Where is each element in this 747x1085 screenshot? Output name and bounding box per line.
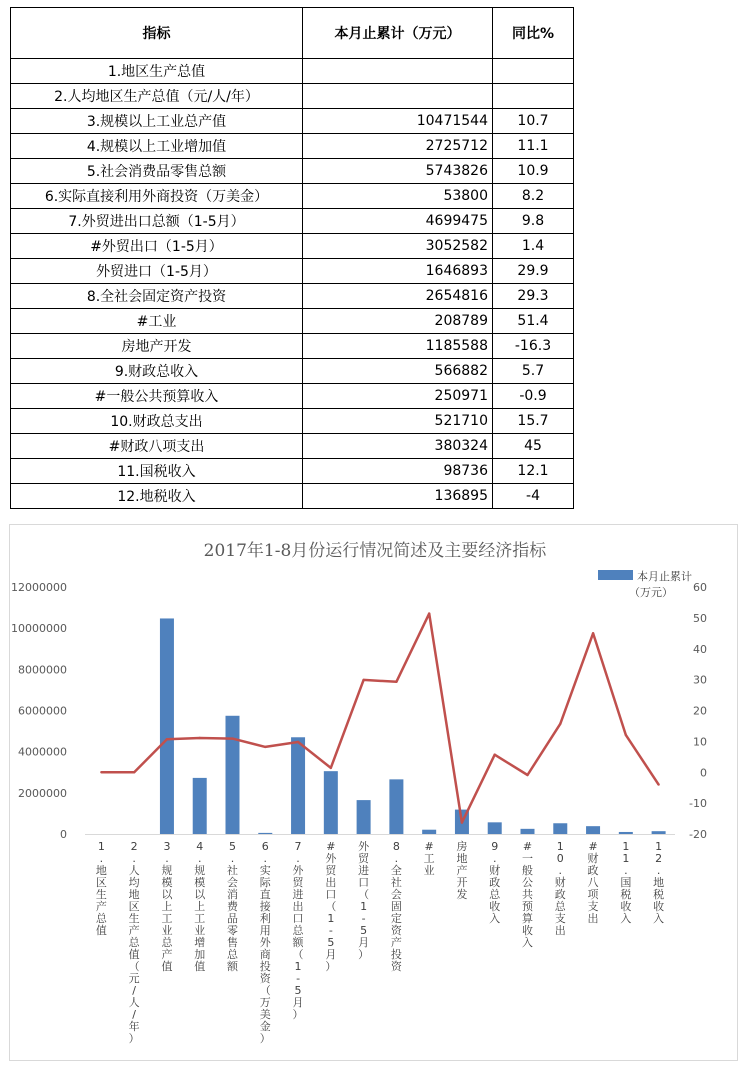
indicator-cell: 12.地税收入 — [11, 484, 303, 509]
x-category-label: 1 2 .地税收入 — [653, 840, 665, 925]
yoy-cell: -4 — [493, 484, 574, 509]
table-row — [11, 484, 574, 509]
yoy-point-6 — [264, 746, 266, 748]
yoy-point-4 — [199, 737, 201, 739]
y-right-tick-label: -10 — [689, 797, 707, 811]
table-row — [11, 234, 574, 259]
y-left-tick-label: 12000000 — [11, 581, 67, 594]
bar-18 — [652, 831, 666, 834]
table-row — [11, 384, 574, 409]
yoy-point-3 — [166, 738, 168, 740]
yoy-cell: 45 — [493, 434, 574, 459]
x-category-label: 9 .财政总收入 — [489, 840, 501, 925]
x-category-label: 3 .规模以上工业总产值 — [161, 840, 173, 973]
x-category-label: 房地产开发 — [456, 840, 468, 901]
indicator-cell: 7.外贸进出口总额（1-5月） — [11, 209, 303, 234]
table-row — [11, 459, 574, 484]
table-body — [11, 59, 574, 509]
y-left-tick-label: 10000000 — [11, 622, 67, 636]
legend-label-line1: 本月止累计 — [637, 570, 692, 583]
y-right-tick-label: 30 — [693, 673, 707, 687]
header-cumulative: 本月止累计（万元） — [303, 8, 493, 59]
table-row — [11, 259, 574, 284]
indicator-table — [10, 7, 574, 509]
y-right-tick-label: 60 — [693, 581, 707, 594]
indicator-cell: 4.规模以上工业增加值 — [11, 134, 303, 159]
header-yoy: 同比% — [493, 8, 574, 59]
yoy-cell: -16.3 — [493, 334, 574, 359]
indicator-cell: 3.规模以上工业总产值 — [11, 109, 303, 134]
bar-15 — [553, 823, 567, 834]
cumulative-cell: 1185588 — [303, 334, 493, 359]
x-category-label: #财政八项支出 — [587, 840, 599, 925]
yoy-point-5 — [231, 737, 233, 739]
header-indicator: 指标 — [11, 8, 303, 59]
table-row — [11, 209, 574, 234]
yoy-cell: 8.2 — [493, 184, 574, 209]
bar-3 — [160, 618, 174, 834]
yoy-point-17 — [625, 734, 627, 736]
cumulative-cell: 3052582 — [303, 234, 493, 259]
x-category-label: #一般公共预算收入 — [522, 840, 533, 949]
yoy-cell: 5.7 — [493, 359, 574, 384]
cumulative-cell: 521710 — [303, 409, 493, 434]
cumulative-cell: 98736 — [303, 459, 493, 484]
table-header-row — [11, 8, 574, 59]
yoy-point-2 — [133, 771, 135, 773]
yoy-point-7 — [297, 741, 299, 743]
table-row — [11, 84, 574, 109]
x-category-label: #工业 — [423, 840, 435, 877]
indicator-cell: 6.实际直接利用外商投资（万美金） — [11, 184, 303, 209]
x-category-label: #外贸出口（ 1 -5 月） — [325, 840, 337, 973]
indicator-cell: #工业 — [11, 309, 303, 334]
y-left-tick-label: 8000000 — [18, 663, 67, 677]
chart-svg — [10, 525, 737, 1060]
yoy-point-11 — [428, 612, 430, 614]
yoy-cell: 51.4 — [493, 309, 574, 334]
bar-9 — [357, 800, 371, 834]
y-left-tick-label: 2000000 — [18, 786, 67, 800]
yoy-point-18 — [657, 783, 659, 785]
cumulative-cell: 2725712 — [303, 134, 493, 159]
bar-5 — [226, 716, 240, 834]
indicator-cell: 5.社会消费品零售总额 — [11, 159, 303, 184]
cumulative-cell: 208789 — [303, 309, 493, 334]
yoy-cell: -0.9 — [493, 384, 574, 409]
combo-chart — [9, 524, 738, 1061]
yoy-point-13 — [494, 753, 496, 755]
table-row — [11, 134, 574, 159]
cumulative-cell: 53800 — [303, 184, 493, 209]
y-right-tick-label: 10 — [693, 735, 707, 749]
legend-label-line2: （万元） — [629, 586, 673, 599]
yoy-point-8 — [330, 767, 332, 769]
cumulative-cell: 380324 — [303, 434, 493, 459]
cumulative-cell: 1646893 — [303, 259, 493, 284]
x-category-label: 7 .外贸进出口总额（ 1 -5 月） — [292, 840, 304, 1021]
bar-10 — [389, 779, 403, 834]
x-category-label: 外贸进口（ 1 -5 月） — [358, 840, 370, 961]
y-right-tick-label: 0 — [700, 766, 707, 780]
cumulative-cell: 136895 — [303, 484, 493, 509]
yoy-cell: 9.8 — [493, 209, 574, 234]
indicator-cell: 11.国税收入 — [11, 459, 303, 484]
table-row — [11, 109, 574, 134]
yoy-point-12 — [461, 821, 463, 823]
yoy-cell: 15.7 — [493, 409, 574, 434]
yoy-point-10 — [395, 681, 397, 683]
table-row — [11, 334, 574, 359]
bar-16 — [586, 826, 600, 834]
bar-11 — [422, 830, 436, 834]
y-left-tick-label: 0 — [60, 828, 67, 841]
indicator-cell: 8.全社会固定资产投资 — [11, 284, 303, 309]
yoy-cell: 10.9 — [493, 159, 574, 184]
cumulative-cell: 2654816 — [303, 284, 493, 309]
table-row — [11, 409, 574, 434]
y-left-tick-label: 4000000 — [18, 745, 67, 759]
yoy-point-16 — [592, 632, 594, 634]
table-row — [11, 359, 574, 384]
yoy-line — [101, 614, 658, 823]
indicator-cell: #外贸出口（1-5月） — [11, 234, 303, 259]
bar-14 — [521, 829, 535, 834]
cumulative-cell: 566882 — [303, 359, 493, 384]
x-category-label: 1 0 .财政总支出 — [554, 840, 566, 937]
cumulative-cell — [303, 59, 493, 84]
yoy-point-1 — [100, 771, 102, 773]
cumulative-cell: 4699475 — [303, 209, 493, 234]
indicator-cell: 房地产开发 — [11, 334, 303, 359]
table-row — [11, 284, 574, 309]
yoy-cell — [493, 84, 574, 109]
x-category-label: 2 .人均地区生产总值（元/人/年） — [128, 840, 140, 1045]
table-row — [11, 184, 574, 209]
x-category-label: 5 .社会消费品零售总额 — [227, 840, 238, 973]
bar-17 — [619, 832, 633, 834]
y-right-tick-label: 40 — [693, 642, 707, 656]
x-category-label: 8 .全社会固定资产投资 — [390, 840, 402, 973]
x-category-label: 1 1 .国税收入 — [620, 840, 632, 925]
table-row — [11, 59, 574, 84]
y-left-tick-label: 6000000 — [18, 704, 67, 718]
bar-8 — [324, 771, 338, 834]
cumulative-cell: 5743826 — [303, 159, 493, 184]
yoy-cell: 29.3 — [493, 284, 574, 309]
y-right-tick-label: -20 — [689, 828, 707, 841]
yoy-point-9 — [362, 679, 364, 681]
cumulative-cell: 10471544 — [303, 109, 493, 134]
yoy-cell: 1.4 — [493, 234, 574, 259]
yoy-cell: 11.1 — [493, 134, 574, 159]
yoy-cell: 10.7 — [493, 109, 574, 134]
yoy-cell — [493, 59, 574, 84]
bar-4 — [193, 778, 207, 834]
table-row — [11, 434, 574, 459]
indicator-cell: 2.人均地区生产总值（元/人/年） — [11, 84, 303, 109]
legend-swatch — [598, 570, 633, 580]
cumulative-cell: 250971 — [303, 384, 493, 409]
indicator-cell: #一般公共预算收入 — [11, 384, 303, 409]
x-category-label: 6 .实际直接利用外商投资（万美金） — [259, 840, 271, 1045]
bar-13 — [488, 822, 502, 834]
bar-6 — [258, 833, 272, 834]
yoy-cell: 29.9 — [493, 259, 574, 284]
cumulative-cell — [303, 84, 493, 109]
table-row — [11, 309, 574, 334]
indicator-cell: #财政八项支出 — [11, 434, 303, 459]
y-right-tick-label: 50 — [693, 611, 707, 625]
indicator-cell: 1.地区生产总值 — [11, 59, 303, 84]
indicator-cell: 10.财政总支出 — [11, 409, 303, 434]
chart-title: 2017年1-8月份运行情况简述及主要经济指标 — [203, 541, 547, 561]
yoy-point-15 — [559, 723, 561, 725]
x-category-label: 4 .规模以上工业增加值 — [194, 840, 206, 973]
yoy-point-14 — [526, 774, 528, 776]
bar-7 — [291, 737, 305, 834]
indicator-cell: 外贸进口（1-5月） — [11, 259, 303, 284]
table-row — [11, 159, 574, 184]
x-category-label: 1 .地区生产总值 — [95, 840, 107, 937]
indicator-cell: 9.财政总收入 — [11, 359, 303, 384]
y-right-tick-label: 20 — [693, 704, 707, 718]
yoy-cell: 12.1 — [493, 459, 574, 484]
